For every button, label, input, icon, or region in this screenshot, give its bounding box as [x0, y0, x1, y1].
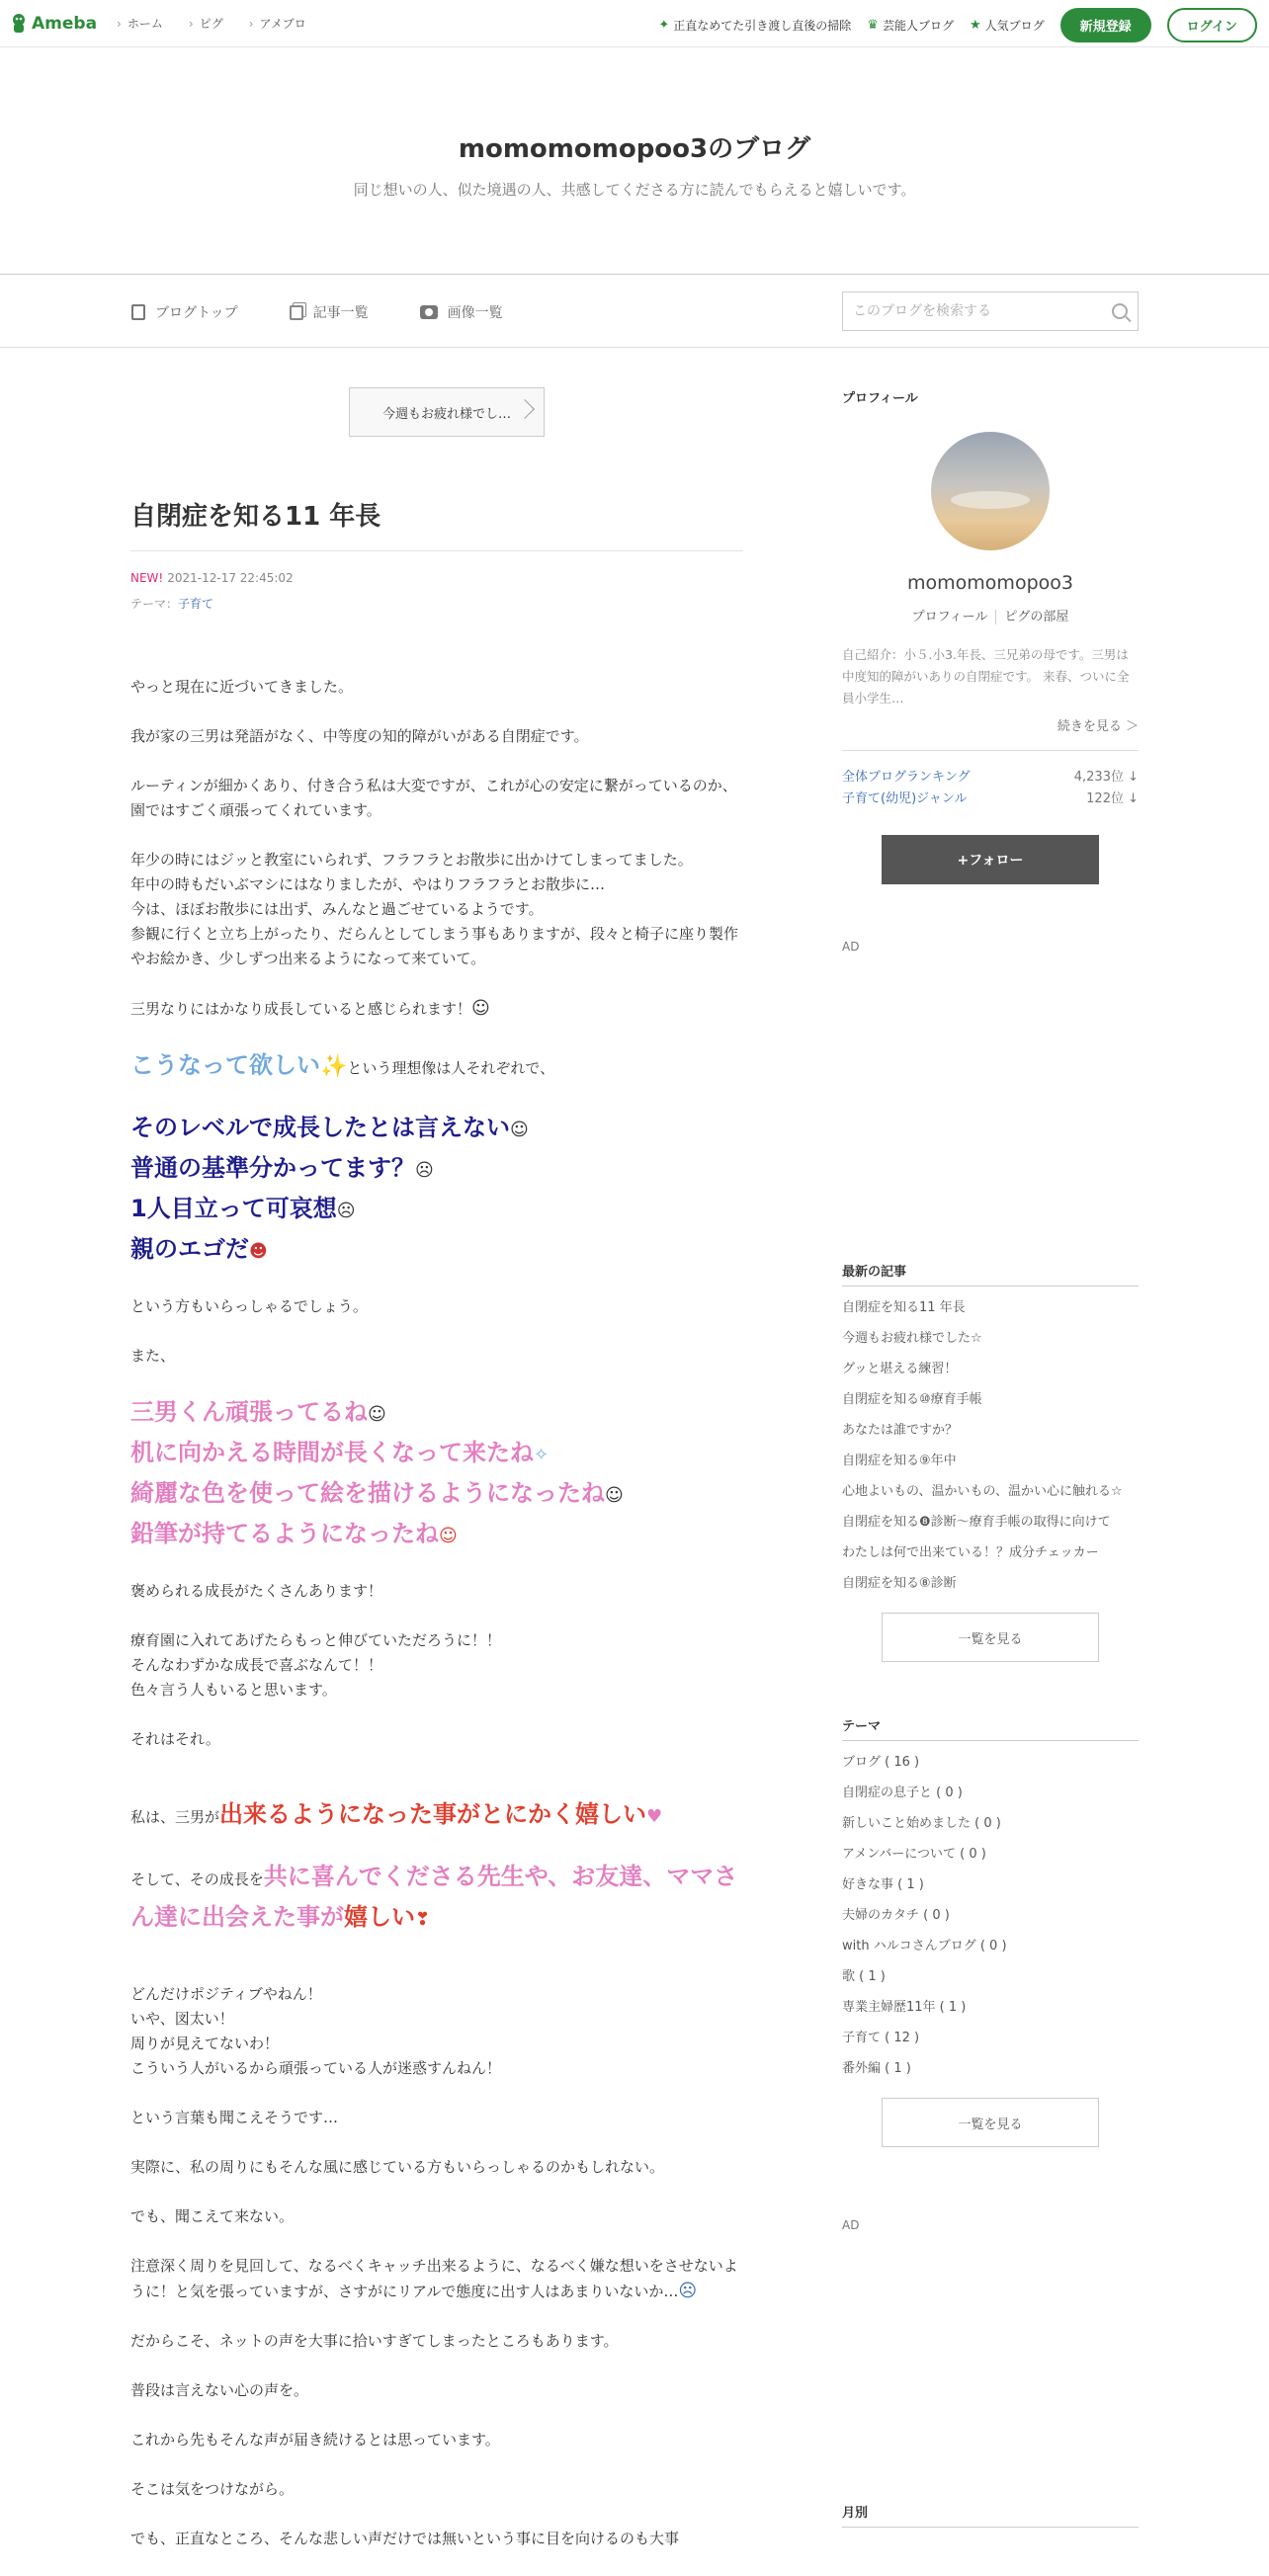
signup-button[interactable]: 新規登録	[1060, 8, 1151, 42]
crown-icon: ♛	[867, 18, 879, 33]
paragraph: 普段は言えない心の声を。	[130, 2381, 309, 2399]
celebrity-blog-link[interactable]	[867, 17, 954, 34]
praise-line	[130, 1474, 743, 1515]
text-line: そんなわずかな成長で喜ぶなんて！！	[130, 1656, 383, 1674]
paragraph: これから先もそんな声が届き続けるとは思っています。	[130, 2431, 500, 2449]
recent-entry-link[interactable]: 自閉症を知る⑨年中	[842, 1454, 957, 1468]
paragraph: という方もいらっしゃるでしょう。	[130, 1297, 368, 1315]
sad-emoji-icon: ☹	[336, 1201, 356, 1221]
recent-entry-link[interactable]: 自閉症を知る11 年長	[842, 1300, 966, 1315]
global-header	[0, 0, 1269, 47]
paragraph: そこは気をつけながら。	[130, 2480, 295, 2498]
praise-text: 机に向かえる時間が長くなって来たね	[130, 1439, 534, 1466]
recent-entry-link[interactable]: 今週もお疲れ様でした☆	[842, 1331, 982, 1346]
text-line: 年中の時もだいぶマシにはなりましたが、やはりフラフラとお散歩に…	[130, 875, 606, 893]
paragraph: ルーティンが細かくあり、付き合う私は大変ですが、これが心の安定に繋がっているのか、園ではすごく頑張ってくれています。	[130, 777, 737, 819]
paragraph: やっと現在に近づいてきました。	[130, 678, 354, 696]
genre-ranking-link[interactable]: 子育て(幼児)ジャンル	[842, 791, 968, 806]
paragraph: でも、聞こえて来ない。	[130, 2207, 295, 2225]
theme-item[interactable]: 自閉症の息子と ( 0 )	[842, 1786, 963, 1800]
prev-entry-label: 今週もお疲れ様でし…	[381, 406, 511, 422]
paragraph: 褒められる成長がたくさんあります！	[130, 1582, 383, 1600]
bold-quote-line	[130, 1109, 743, 1149]
logo-text: Ameba	[32, 13, 98, 34]
theme-item[interactable]: 番外編 ( 1 )	[842, 2061, 911, 2076]
entry-list-label: 記事一覧	[312, 305, 369, 321]
praise-line	[130, 1515, 743, 1555]
document-icon	[131, 304, 145, 320]
text-line: そして、その成長を	[130, 1870, 264, 1888]
themes-section	[842, 1715, 1139, 2232]
ad-label: AD	[842, 2218, 860, 2232]
image-list-label: 画像一覧	[447, 305, 503, 321]
theme-item[interactable]: 専業主婦歴11年 ( 1 )	[842, 2000, 967, 2015]
blog-header	[0, 47, 1269, 275]
blog-search	[842, 291, 1139, 331]
overall-ranking-value: 4,233位 ↓	[1073, 770, 1139, 785]
quote-text: 普通の基準分かってます？	[130, 1154, 415, 1182]
smile-emoji-icon: ☺	[368, 1404, 386, 1425]
quote-text: 親のエゴだ	[130, 1235, 249, 1263]
highlight-text: 共に喜んでくださる先生や、お友達、ママさん達に出会えた事が	[130, 1863, 738, 1931]
paragraph: それはそれ。	[130, 1730, 220, 1748]
archive-section	[842, 2502, 1139, 2528]
grin-emoji-icon: ☺	[605, 1485, 624, 1506]
smile-emoji-icon: ☺	[471, 998, 490, 1019]
chevron-right-icon	[515, 399, 535, 419]
profile-section	[842, 387, 1139, 954]
ad-label: AD	[842, 940, 860, 954]
archive-heading: 月別	[842, 2502, 1139, 2528]
recent-entry-link[interactable]: 自閉症を知る❽診断〜療育手帳の取得に向けて	[842, 1515, 1111, 1530]
blog-top-label: ブログトップ	[155, 305, 238, 321]
read-more-link[interactable]: 続きを見る ＞	[842, 715, 1139, 751]
tired-emoji-icon: ☹	[415, 1160, 434, 1181]
entry-theme	[130, 595, 743, 612]
profile-link[interactable]: プロフィール	[911, 610, 988, 624]
text-line: 私は、三男が	[130, 1808, 220, 1826]
text-line: 参観に行くと立ち上がったり、だらんとしてしまう事もありますが、段々と椅子に座り製作やお絵かき、少しずつ出来るようになって来ていて。	[130, 925, 739, 967]
theme-item[interactable]: アメンバーについて ( 0 )	[842, 1847, 986, 1862]
entry-list-link[interactable]	[290, 302, 369, 322]
recent-entry-link[interactable]: わたしは何で出来ている！？成分チェッカー	[842, 1545, 1099, 1560]
theme-item[interactable]: 新しいこと始めました ( 0 )	[842, 1816, 1001, 1831]
theme-label: テーマ：	[130, 597, 179, 611]
bold-quote-line	[130, 1190, 743, 1230]
header-right	[658, 8, 1257, 42]
highlight-text: 嬉しい	[344, 1903, 415, 1931]
paragraph	[130, 1628, 743, 1703]
blog-subnav	[0, 275, 1269, 348]
nav-home[interactable]: › ホーム	[117, 15, 163, 32]
paragraph: だからこそ、ネットの声を大事に拾いすぎてしまったところもあります。	[130, 2332, 619, 2350]
paragraph	[130, 1795, 743, 1833]
praise-text: 綺麗な色を使って絵を描けるようになったね	[130, 1479, 605, 1507]
nav-ameblo[interactable]: › アメブロ	[249, 15, 306, 32]
recent-entry-link[interactable]: あなたは誰ですか？	[842, 1423, 959, 1438]
nav-pigg[interactable]: › ピグ	[189, 15, 223, 32]
text-line: 今は、ほぼお散歩には出ず、みんなと過ごせているようです。	[130, 900, 544, 918]
paragraph: でも、正直なところ、そんな悲しい声だけでは無いという事に目を向けるのも大事	[130, 2530, 680, 2547]
ranking	[842, 767, 1139, 810]
highlight-text: こうなって欲しい	[130, 1051, 320, 1079]
recent-entry-link[interactable]: グッと堪える練習！	[842, 1362, 958, 1376]
ameba-logo[interactable]	[10, 13, 97, 35]
bold-quote-line	[130, 1149, 743, 1190]
text-line: という理想像は人それぞれで、	[347, 1059, 555, 1077]
paragraph	[130, 848, 743, 971]
text-line: 注意深く周りを見回して、なるべくキャッチ出来るように、なるべく嫌な想いをさせないように！と気を張っていますが、さすがにリアルで態度に出す人はあまりいないか…	[130, 2257, 738, 2300]
text-line: 療育園に入れてあげたらもっと伸びていただろうに！！	[130, 1631, 502, 1649]
praise-text: 鉛筆が持てるようになったね	[130, 1520, 439, 1547]
paragraph: また、	[130, 1347, 176, 1365]
paragraph	[130, 1982, 743, 2081]
popular-blog-label: 人気ブログ	[984, 19, 1045, 33]
paragraph	[130, 1046, 743, 1084]
recent-entries-list	[842, 1292, 1139, 1599]
recent-view-all-button[interactable]: 一覧を見る	[882, 1613, 1099, 1662]
quote-text: そのレベルで成長したとは言えない	[130, 1114, 510, 1141]
featured-link-label: 正直なめてた引き渡し直後の掃除	[673, 19, 852, 33]
praise-block	[130, 1393, 743, 1555]
pigg-room-link[interactable]: ピグの部屋	[995, 610, 1068, 624]
themes-list	[842, 1747, 1139, 2084]
recent-entry-link[interactable]: 自閉症を知る⑩療育手帳	[842, 1392, 982, 1407]
text-line: いや、図太い！	[130, 2010, 234, 2028]
paragraph	[130, 2254, 743, 2304]
theme-link[interactable]: 子育て	[178, 597, 214, 611]
blog-description: 同じ想いの人、似た境遇の人、共感してくださる方に読んでもらえると嬉しいです。	[353, 181, 916, 199]
entry-date: 2021-12-17 22:45:02	[167, 571, 294, 585]
login-button[interactable]: ログイン	[1167, 8, 1257, 42]
paragraph	[130, 996, 743, 1022]
star-icon: ★	[969, 18, 981, 33]
theme-item[interactable]: 好きな事 ( 1 )	[842, 1877, 924, 1892]
search-icon[interactable]	[1112, 303, 1128, 319]
worried-emoji-icon: ☹	[678, 2281, 698, 2301]
angry-emoji-icon: ☻	[249, 1241, 268, 1262]
paragraph: 実際に、私の周りにもそんな風に感じている方もいらっしゃるのかもしれない。	[130, 2158, 665, 2176]
celebrity-blog-label: 芸能人ブログ	[882, 19, 954, 33]
profile-links	[842, 606, 1139, 624]
ameba-mascot-icon	[10, 13, 28, 35]
popular-blog-link[interactable]	[970, 17, 1045, 34]
theme-item[interactable]: 歌 ( 1 )	[842, 1969, 886, 1984]
heart-emoji-icon: ♥	[646, 1806, 663, 1827]
highlight-text: 出来るようになった事がとにかく嬉しい	[219, 1800, 647, 1828]
blog-top-link[interactable]	[131, 302, 238, 322]
blog-title[interactable]: momomomopoo3のブログ	[458, 134, 811, 164]
themes-view-all-button[interactable]: 一覧を見る	[882, 2098, 1099, 2147]
heart-eyes-emoji-icon: ☺	[439, 1526, 458, 1546]
featured-link[interactable]	[658, 17, 851, 34]
profile-heading: プロフィール	[842, 391, 918, 406]
entry-title[interactable]: 自閉症を知る11 年長	[130, 496, 743, 551]
text-line: 色々言う人もいると思います。	[130, 1681, 337, 1699]
text-line: どんだけポジティブやねん！	[130, 1985, 322, 2003]
genre-ranking-value: 122位 ↓	[1086, 791, 1139, 806]
theme-item[interactable]: with ハルコさんブログ ( 0 )	[842, 1939, 1007, 1953]
bold-quote-block	[130, 1109, 743, 1271]
ranking-row	[842, 767, 1139, 789]
new-badge: NEW!	[130, 571, 164, 585]
recent-entry-link[interactable]: 心地よいもの、温かいもの、温かい心に触れる☆	[842, 1484, 1123, 1499]
bold-quote-line	[130, 1230, 743, 1271]
follow-button[interactable]: +フォロー	[882, 835, 1099, 884]
article	[130, 387, 743, 2576]
theme-item[interactable]: 子育て ( 12 )	[842, 2031, 920, 2045]
sparkle-icon: ✦	[658, 18, 670, 33]
sparkles-emoji-icon: ✨	[320, 1054, 348, 1079]
text-line: こういう人がいるから頑張っている人が迷惑すんねん！	[130, 2059, 502, 2077]
wink-emoji-icon: ☺	[510, 1120, 529, 1140]
overall-ranking-link[interactable]: 全体ブログランキング	[842, 770, 971, 785]
text-line: 周りが見えてないわ！	[130, 2035, 280, 2052]
entry-body	[130, 675, 743, 2551]
search-input[interactable]	[853, 303, 1112, 319]
paragraph	[130, 1858, 743, 1939]
paragraph: 我が家の三男は発語がなく、中等度の知的障がいがある自閉症です。	[130, 727, 589, 745]
heart-emoji-icon: ❣	[415, 1909, 431, 1930]
camera-icon	[420, 305, 438, 319]
image-list-link[interactable]	[420, 302, 503, 322]
theme-item[interactable]: ブログ ( 16 )	[842, 1755, 920, 1770]
avatar[interactable]	[931, 432, 1050, 550]
entry-meta	[130, 571, 743, 585]
themes-heading: テーマ	[842, 1715, 1139, 1741]
theme-item[interactable]: 夫婦のカタチ ( 0 )	[842, 1908, 950, 1923]
praise-line	[130, 1434, 743, 1474]
praise-text: 三男くん頑張ってるね	[130, 1398, 368, 1426]
quote-text: 1人目立って可哀想	[130, 1195, 337, 1222]
recent-entries-section	[842, 1261, 1139, 1662]
ranking-row	[842, 789, 1139, 810]
copy-icon	[290, 305, 303, 320]
prev-entry-button[interactable]	[349, 387, 545, 437]
paragraph: という言葉も聞こえそうです…	[130, 2109, 339, 2126]
recent-entry-link[interactable]: 自閉症を知る⑧診断	[842, 1576, 957, 1591]
profile-name[interactable]: momomomopoo3	[907, 572, 1073, 594]
recent-entries-heading: 最新の記事	[842, 1261, 1139, 1287]
text-line: 三男なりにはかなり成長していると感じられます！	[130, 1000, 472, 1018]
text-line: 年少の時にはジッと教室にいられず、フラフラとお散歩に出かけてしまってました。	[130, 851, 693, 869]
praise-line	[130, 1393, 743, 1434]
global-nav	[117, 15, 306, 32]
sparkle-emoji-icon: ✧	[534, 1445, 550, 1465]
profile-intro: 自己紹介：小５.小3.年長、三兄弟の母です。三男は中度知的障がいありの自閉症です。 来春、ついに全員小学生…	[842, 647, 1130, 706]
